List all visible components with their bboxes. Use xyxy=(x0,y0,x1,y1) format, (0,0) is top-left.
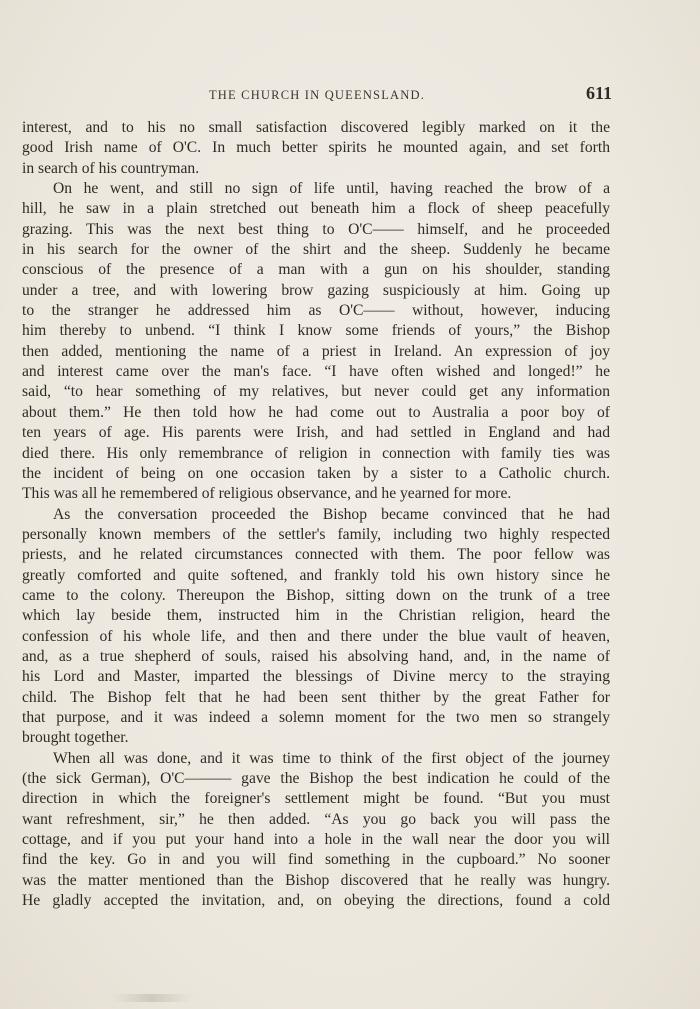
text-line: good Irish name of O'C. In much better spirits he mounted again, and set forth xyxy=(22,139,610,157)
text-line: in his search for the owner of the shirt and the sheep. Suddenly he became xyxy=(22,241,610,259)
text-line: interest, and to his no small satisfaction discovered legibly marked on it the xyxy=(22,119,610,136)
text-line: direction in which the foreigner's settlement might be found. “But you must xyxy=(22,790,610,808)
text-line: want refreshment, sir,” he then added. “As you go back you will pass the xyxy=(22,810,610,828)
text-line: child. The Bishop felt that he had been sent thither by the great Father for xyxy=(22,688,610,706)
text-line: him thereby to unbend. “I think I know some friends of yours,” the Bishop xyxy=(22,322,610,340)
text-line: then added, mentioning the name of a priest in Ireland. An expression of joy xyxy=(22,342,610,360)
text-line: personally known members of the settler's family, including two highly respected xyxy=(22,525,610,543)
text-line: brought together. xyxy=(22,729,129,747)
text-line: (the sick German), O'C——— gave the Bishop the best indication he could of the xyxy=(22,770,610,787)
body-text xyxy=(22,118,610,911)
running-header xyxy=(22,83,612,107)
text-line: greatly comforted and quite softened, and frankly told his own history since he xyxy=(22,566,610,584)
text-line: conscious of the presence of a man with a gun on his shoulder, standing xyxy=(22,261,610,279)
text-line: died there. His only remembrance of religion in connection with family ties was xyxy=(22,444,610,462)
paragraph-start-line: As the conversation proceeded the Bishop became convinced that he had xyxy=(53,505,610,523)
text-line: find the key. Go in and you will find something in the cupboard.” No sooner xyxy=(22,851,610,869)
text-line: and, as a true shepherd of souls, raised his absolving hand, and, in the name of xyxy=(22,647,610,665)
text-line: said, “to hear something of my relatives, but never could get any information xyxy=(22,383,610,401)
text-line: under a tree, and with lowering brow gazing suspiciously at him. Going up xyxy=(22,281,610,299)
text-line: about them.” He then told how he had come out to Australia a poor boy of xyxy=(22,403,610,421)
text-line: which lay beside them, instructed him in the Christian religion, heard the xyxy=(22,607,610,625)
page-number: 611 xyxy=(585,83,612,103)
text-line: grazing. This was the next best thing to O'C—— himself, and he proceeded xyxy=(22,220,610,238)
text-line: was the matter mentioned than the Bishop discovered that he really was hungry. xyxy=(22,871,610,889)
text-line: in search of his countryman. xyxy=(22,159,200,177)
text-line: confession of his whole life, and then and there under the blue vault of heaven, xyxy=(22,627,610,645)
text-line: the incident of being on one occasion taken by a sister to a Catholic church. xyxy=(22,464,610,482)
text-line: his Lord and Master, imparted the blessings of Divine mercy to the straying xyxy=(22,668,610,686)
text-line: priests, and he related circumstances connected with them. The poor fellow was xyxy=(22,546,610,564)
library-stamp-smudge xyxy=(112,994,192,1002)
paragraph-start-line: When all was done, and it was time to think of the first object of the journey xyxy=(53,749,610,767)
paragraph-start-line: On he went, and still no sign of life until, having reached the brow of a xyxy=(53,180,610,198)
text-line: to the stranger he addressed him as O'C—— without, however, inducing xyxy=(22,302,610,320)
text-line: hill, he saw in a plain stretched out beneath him a flock of sheep peacefully xyxy=(22,200,610,218)
text-line: He gladly accepted the invitation, and, on obeying the directions, found a cold xyxy=(22,892,610,910)
text-line: cottage, and if you put your hand into a hole in the wall near the door you will xyxy=(22,831,610,849)
text-line: ten years of age. His parents were Irish, and had settled in England and had xyxy=(22,424,610,442)
text-line: that purpose, and it was indeed a solemn moment for the two men so strangely xyxy=(22,708,610,726)
running-title: THE CHURCH IN QUEENSLAND. xyxy=(208,88,426,102)
text-line: and interest came over the man's face. “I have often wished and longed!” he xyxy=(22,363,610,381)
text-line: came to the colony. Thereupon the Bishop, sitting down on the trunk of a tree xyxy=(22,586,610,604)
text-line: This was all he remembered of religious observance, and he yearned for more. xyxy=(22,485,512,503)
